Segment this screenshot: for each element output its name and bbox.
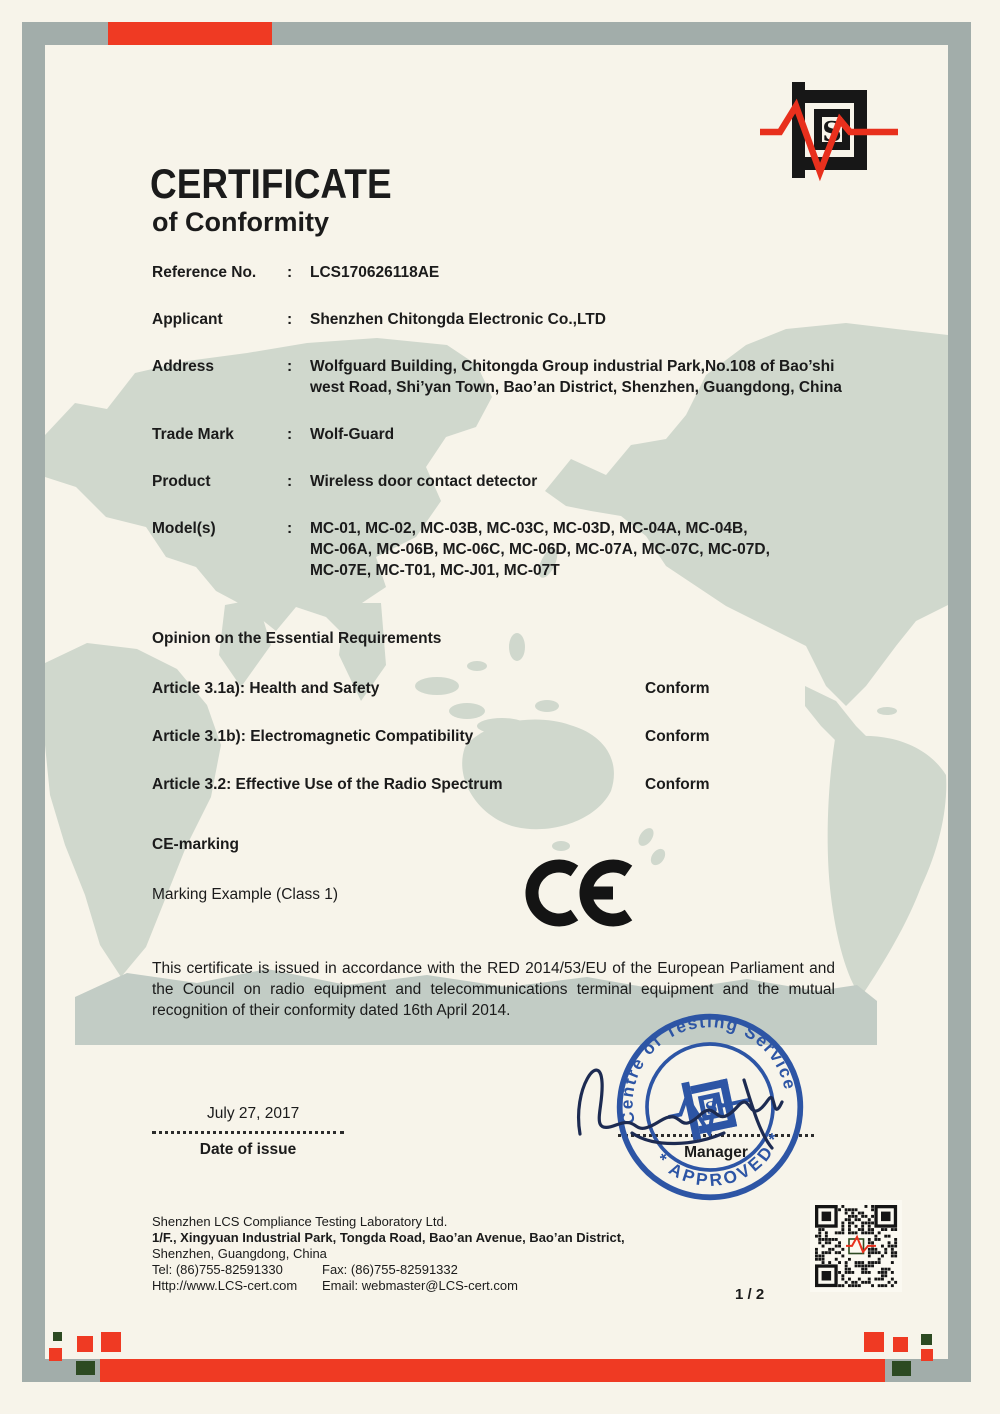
field-label: Applicant	[152, 311, 223, 328]
field-product: Product : Wireless door contact detector	[152, 471, 852, 492]
manager-signature	[568, 1036, 818, 1166]
field-value: LCS170626118AE	[310, 264, 440, 281]
article-status: Conform	[645, 776, 710, 793]
article-label: Article 3.1a): Health and Safety	[152, 680, 380, 697]
certificate-fields	[152, 262, 852, 607]
article-row	[152, 678, 852, 699]
lcs-logo	[770, 80, 890, 180]
field-models: Model(s) : MC-01, MC-02, MC-03B, MC-03C, MC-03D, MC-04A, MC-04B, MC-06A, MC-06B, MC-06C, MC-06D, MC-07A, MC-07C, MC-07D, MC-07E, MC-T01, MC-J01, MC-07T	[152, 518, 852, 581]
footer-tel: Tel: (86)755-82591330	[152, 1262, 283, 1277]
corner-square	[76, 1361, 95, 1375]
field-label: Model(s)	[152, 520, 216, 537]
articles-list	[152, 678, 852, 822]
article-status: Conform	[645, 680, 710, 697]
corner-square	[892, 1361, 911, 1376]
footer-lab-address1: 1/F., Xingyuan Industrial Park, Tongda Road, Bao’an Avenue, Bao’an District,	[152, 1230, 625, 1245]
issue-date-label: Date of issue	[199, 1141, 297, 1158]
corner-square	[77, 1336, 93, 1352]
qr-code	[810, 1200, 902, 1292]
certificate-statement: This certificate is issued in accordance with the RED 2014/53/EU of the European Parliament and the Council on radio equipment and telecommunications terminal equipment and the mutual recognition of their conformity dated 16th April 2014.	[152, 960, 835, 1019]
certificate-title: CERTIFICATE	[150, 160, 392, 207]
page-number: 1 / 2	[735, 1286, 765, 1303]
issue-date: July 27, 2017	[207, 1105, 300, 1122]
field-value: Wolfguard Building, Chitongda Group industrial Park,No.108 of Bao’shi west Road, Shi’yan Town, Bao’an District, Shenzhen, Guangdong, China	[310, 358, 842, 396]
article-row	[152, 774, 852, 795]
opinion-heading: Opinion on the Essential Requirements	[152, 630, 442, 647]
bottom-red-accent-bar	[100, 1359, 885, 1382]
footer-email: Email: webmaster@LCS-cert.com	[322, 1278, 518, 1293]
corner-square	[53, 1332, 62, 1341]
corner-square	[893, 1337, 908, 1352]
article-row	[152, 726, 852, 747]
ce-marking-heading: CE-marking	[152, 836, 239, 853]
field-value: Wireless door contact detector	[310, 473, 538, 490]
field-reference-no: Reference No. : LCS170626118AE	[152, 262, 852, 283]
top-red-accent-bar	[108, 22, 272, 45]
field-label: Trade Mark	[152, 426, 234, 443]
stamp-bottom-text: * APPROVED *	[652, 1127, 786, 1191]
corner-square	[921, 1334, 932, 1345]
article-label: Article 3.2: Effective Use of the Radio Spectrum	[152, 776, 503, 793]
field-label: Reference No.	[152, 264, 257, 281]
certificate-subtitle: of Conformity	[152, 207, 329, 237]
corner-square	[864, 1332, 884, 1352]
issue-date-line	[152, 1131, 344, 1134]
ce-marking-example-label: Marking Example (Class 1)	[152, 886, 339, 903]
field-applicant: Applicant : Shenzhen Chitongda Electronic Co.,LTD	[152, 309, 852, 330]
field-label: Product	[152, 473, 211, 490]
article-label: Article 3.1b): Electromagnetic Compatibility	[152, 728, 474, 745]
field-value: Wolf-Guard	[310, 426, 395, 443]
field-value: MC-01, MC-02, MC-03B, MC-03C, MC-03D, MC-04A, MC-04B, MC-06A, MC-06B, MC-06C, MC-06D, MC-07A, MC-07C, MC-07D, MC-07E, MC-T01, MC-J01, MC-07T	[310, 520, 770, 579]
field-value: Shenzhen Chitongda Electronic Co.,LTD	[310, 311, 606, 328]
footer-web: Http://www.LCS-cert.com	[152, 1278, 298, 1293]
corner-square	[101, 1332, 121, 1352]
corner-square	[49, 1348, 62, 1361]
field-address: Address : Wolfguard Building, Chitongda Group industrial Park,No.108 of Bao’shi west Road, Shi’yan Town, Bao’an District, Shenzhen, Guangdong, China	[152, 356, 852, 398]
field-label: Address	[152, 358, 215, 375]
corner-square	[921, 1349, 933, 1361]
ce-mark-icon	[524, 854, 642, 932]
field-trade-mark: Trade Mark : Wolf-Guard	[152, 424, 852, 445]
footer-fax: Fax: (86)755-82591332	[322, 1262, 458, 1277]
footer-lab-address2: Shenzhen, Guangdong, China	[152, 1246, 327, 1261]
article-status: Conform	[645, 728, 710, 745]
signer-title: Manager	[684, 1144, 748, 1161]
footer-lab-name: Shenzhen LCS Compliance Testing Laboratory Ltd.	[152, 1214, 448, 1229]
stamp-top-text: Centre of Testing Service	[616, 1011, 801, 1126]
